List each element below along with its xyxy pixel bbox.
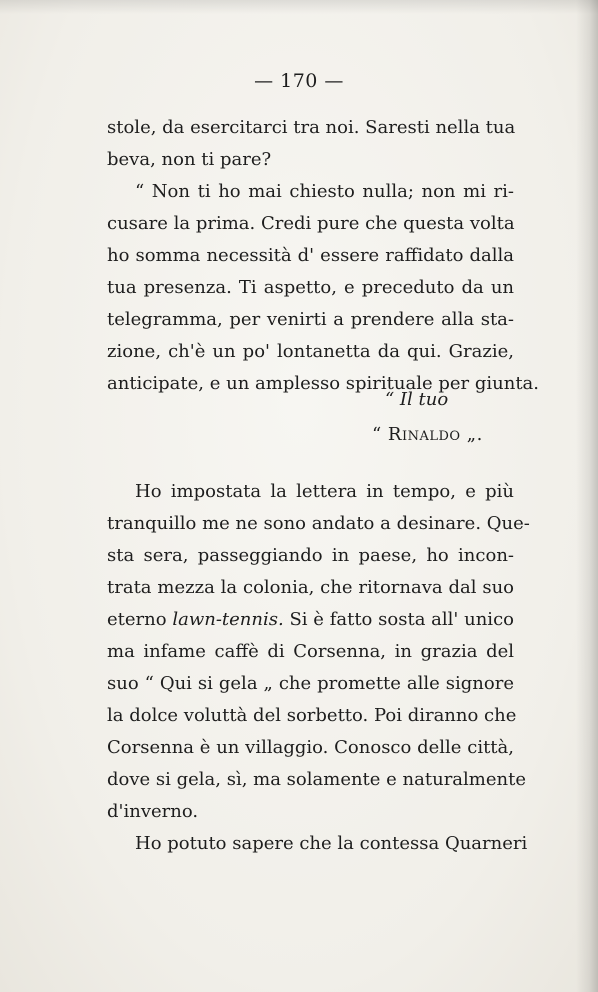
- text-span: Si è fatto sosta all' unico: [283, 609, 514, 630]
- text-line: cusare la prima. Credi pure che questa volta: [107, 213, 515, 234]
- text-line: [107, 604, 514, 636]
- text-line: ho somma necessità d' essere raffidato dalla: [107, 245, 514, 266]
- italic-term: lawn-tennis.: [172, 609, 284, 630]
- letter-signature: “ Rinaldo „.: [372, 424, 483, 445]
- text-line: Ho impostata la lettera in tempo, e più: [135, 481, 514, 502]
- text-line: tranquillo me ne sono andato a desinare. Que-: [107, 513, 530, 534]
- text-line: Ho potuto sapere che la contessa Quarneri: [135, 833, 528, 854]
- page-shadow-right: [576, 0, 598, 992]
- text-line: sta sera, passeggiando in paese, ho incon-: [107, 545, 514, 566]
- text-line: “ Non ti ho mai chiesto nulla; non mi ri-: [135, 181, 514, 202]
- text-line: tua presenza. Ti aspetto, e preceduto da un: [107, 277, 514, 298]
- text-line: telegramma, per venirti a prendere alla sta-: [107, 309, 514, 330]
- text-line: anticipate, e un amplesso spirituale per giunta.: [107, 373, 539, 394]
- text-line: beva, non ti pare?: [107, 149, 272, 170]
- text-line: d'inverno.: [107, 801, 199, 822]
- text-line: stole, da esercitarci tra noi. Saresti nella tua: [107, 117, 516, 138]
- text-line: zione, ch'è un po' lontanetta da qui. Grazie,: [107, 341, 514, 362]
- page-shadow-top: [0, 0, 598, 14]
- text-line: ma infame caffè di Corsenna, in grazia del: [107, 641, 514, 662]
- text-line: Corsenna è un villaggio. Conosco delle città,: [107, 737, 514, 758]
- text-line: trata mezza la colonia, che ritornava dal suo: [107, 577, 514, 598]
- text-line: dove si gela, sì, ma solamente e naturalmente: [107, 769, 526, 790]
- text-line: suo “ Qui si gela „ che promette alle signore: [107, 673, 514, 694]
- text-span: eterno: [107, 609, 173, 630]
- text-line: la dolce voluttà del sorbetto. Poi diranno che: [107, 705, 517, 726]
- page-number: — 170 —: [254, 70, 344, 92]
- letter-closing: “ Il tuo: [385, 389, 449, 410]
